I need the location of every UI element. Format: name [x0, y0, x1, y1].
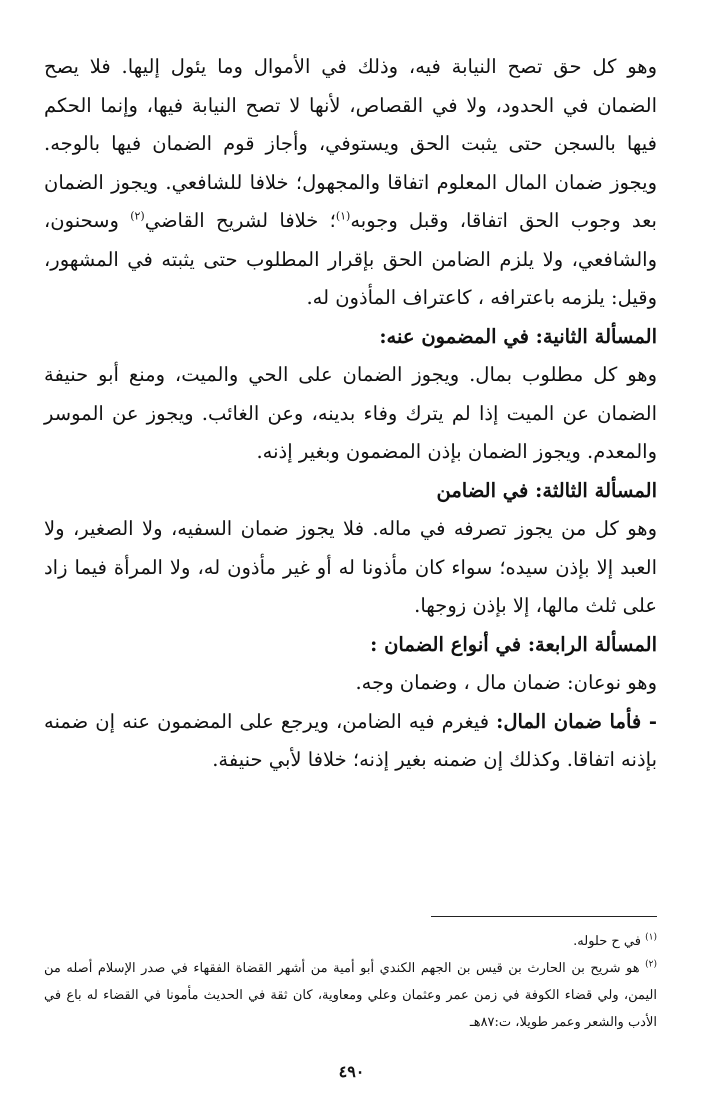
footnote-1-number: (١) [645, 932, 657, 943]
section-3-body: وهو كل من يجوز تصرفه في ماله. فلا يجوز ضمان السفيه، ولا الصغير، ولا العبد إلا بإذن سيده؛ سواء كان مأذونا له أو غير مأذون له، ولا المرأة فيما زاد على ثلث مالها، إلا بإذن زوجها. [44, 517, 657, 617]
section-2-heading [44, 318, 657, 357]
section-4-bullet-lead: - فأما ضمان المال: [496, 709, 657, 733]
main-text [44, 48, 657, 780]
intro-text-part-3: وسحنون، والشافعي، ولا يلزم الضامن الحق بإقرار المطلوب حتى يثبته في المشهور، وقيل: يلزمه باعترافه ، كاعتراف المأذون له. [44, 209, 657, 309]
section-2-body: وهو كل مطلوب بمال. ويجوز الضمان على الحي والميت، ومنع أبو حنيفة الضمان عن الميت إذا لم يترك وفاء بدينه، وعن الغائب. ويجوز عن الموسر والمعدم. ويجوز الضمان بإذن المضمون وبغير إذنه. [44, 363, 657, 463]
section-4-heading-text: المسألة الرابعة: في أنواع الضمان : [370, 632, 657, 656]
footnote-2-number: (٢) [645, 959, 657, 970]
footnote-ref-1[interactable]: (١) [335, 209, 351, 223]
footnote-2 [44, 955, 657, 1036]
footnote-1 [44, 928, 657, 955]
footnote-2-text: هو شريح بن الحارث بن قيس بن الجهم الكندي أبو أمية من أشهر القضاة الفقهاء في صدر الإسلام أصله من اليمن، ولي قضاء الكوفة في زمن عمر وعثمان وعلي ومعاوية، كان ثقة في الحديث مأمونا في القضاء له باع في الأدب والشعر وعمر طويلا، ت:٨٧هـ [44, 961, 657, 1030]
footnote-1-text: في ح حلوله. [573, 934, 641, 949]
footnote-divider [431, 916, 657, 917]
page-number: ٤٩٠ [338, 1062, 365, 1081]
section-3-heading [44, 472, 657, 511]
section-4-bullet-text: فيغرم فيه الضامن، ويرجع على المضمون عنه إن ضمنه بإذنه اتفاقا. وكذلك إن ضمنه بغير إذنه؛ خلافا لأبي حنيفة. [44, 709, 657, 771]
intro-paragraph [44, 48, 657, 318]
section-3-heading-text: المسألة الثالثة: في الضامن [436, 478, 657, 502]
intro-text-part-2: ؛ خلافا لشريح القاضي [144, 209, 336, 232]
section-4-body: وهو نوعان: ضمان مال ، وضمان وجه. [355, 671, 657, 694]
section-4-heading [44, 626, 657, 665]
footnote-ref-2[interactable]: (٢) [130, 209, 145, 223]
intro-text-part-1: وهو كل حق تصح النيابة فيه، وذلك في الأموال وما يئول إليها. فلا يصح الضمان في الحدود، ولا في القصاص، لأنها لا تصح النيابة فيها، وإنما الحكم فيها بالسجن حتى يثبت الحق ويستوفي، وأجاز قوم الضمان فيها بالوجه. ويجوز ضمان المال المعلوم اتفاقا والمجهول؛ خلافا للشافعي. ويجوز الضمان بعد وجوب الحق اتفاقا، وقبل وجوبه [44, 55, 657, 232]
section-4-bullet [44, 703, 657, 780]
footnotes [44, 928, 657, 1036]
section-2-heading-text: المسألة الثانية: في المضمون عنه: [379, 324, 657, 348]
